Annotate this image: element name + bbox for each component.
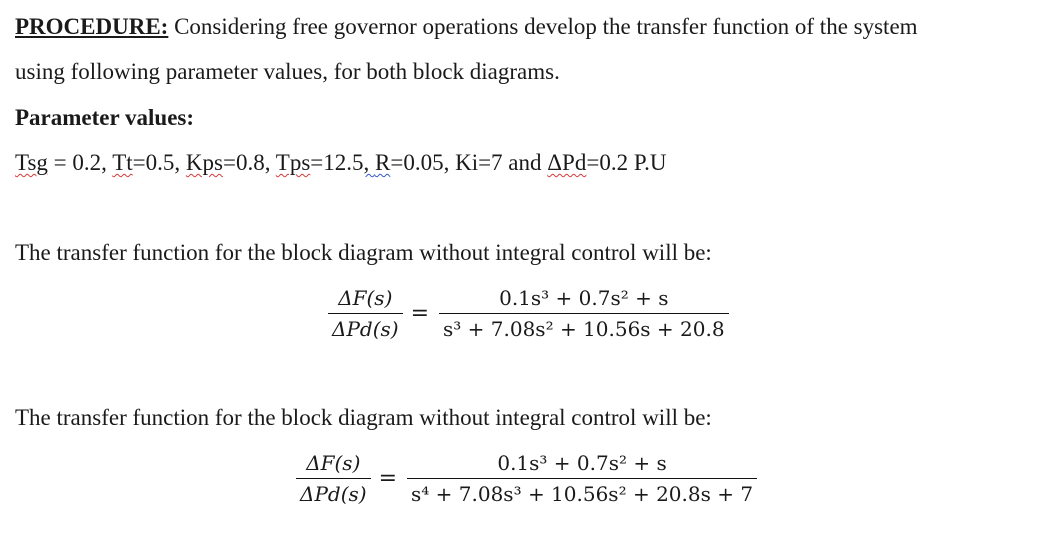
section2-rhs-denominator: s⁴ + 7.08s³ + 10.56s² + 20.8s + 7: [411, 482, 754, 506]
param-r-name: R: [375, 150, 391, 175]
param-pd-value: =0.2 P.U: [586, 150, 667, 175]
section2-equals-sign: =: [378, 466, 398, 491]
procedure-text-1: Considering free governor operations develop the transfer function of the system: [168, 14, 918, 39]
section2-rhs-fraction: [407, 448, 757, 509]
procedure-text-2: using following parameter values, for both block diagrams.: [15, 59, 560, 84]
procedure-line-2: [15, 59, 560, 85]
section1-lhs-denominator: ΔPd(s): [332, 317, 399, 341]
param-tsg-name: Tsg: [15, 150, 48, 175]
param-r-value: =0.05, Ki=7 and: [390, 150, 548, 175]
param-kps-value: =0.8,: [222, 150, 276, 175]
param-separator: ,: [363, 150, 376, 175]
section1-lhs-numerator: ΔF(s): [338, 286, 393, 310]
param-tt-name: Tt: [112, 150, 133, 175]
section2-lhs-fraction: [296, 448, 371, 509]
section1-rhs-denominator: s³ + 7.08s² + 10.56s + 20.8: [443, 317, 725, 341]
procedure-heading: PROCEDURE:: [15, 14, 169, 39]
section2-equation: [296, 448, 757, 509]
section1-equation: [328, 283, 729, 344]
param-pd-name: ΔPd: [547, 150, 587, 175]
param-tps-name: Tps: [275, 150, 311, 175]
section1-rhs-numerator: 0.1s³ + 0.7s² + s: [499, 286, 669, 310]
section2-rhs-numerator: 0.1s³ + 0.7s² + s: [497, 451, 667, 475]
param-tps-value: =12.5: [310, 150, 364, 175]
section2-lhs-denominator: ΔPd(s): [300, 482, 367, 506]
param-tsg-value: = 0.2,: [47, 150, 113, 175]
procedure-line-1: [15, 14, 918, 40]
section1-rhs-fraction: [439, 283, 729, 344]
parameter-heading: Parameter values:: [15, 105, 195, 130]
section1-caption: The transfer function for the block diagram without integral control will be:: [15, 240, 712, 265]
section2-lhs-numerator: ΔF(s): [306, 451, 361, 475]
param-kps-name: Kps: [185, 150, 223, 175]
section2-caption: The transfer function for the block diagram without integral control will be:: [15, 405, 712, 430]
section1-lhs-fraction: [328, 283, 403, 344]
section1-equals-sign: =: [410, 301, 430, 326]
parameter-values-line: [15, 150, 666, 176]
param-tt-value: =0.5,: [132, 150, 186, 175]
